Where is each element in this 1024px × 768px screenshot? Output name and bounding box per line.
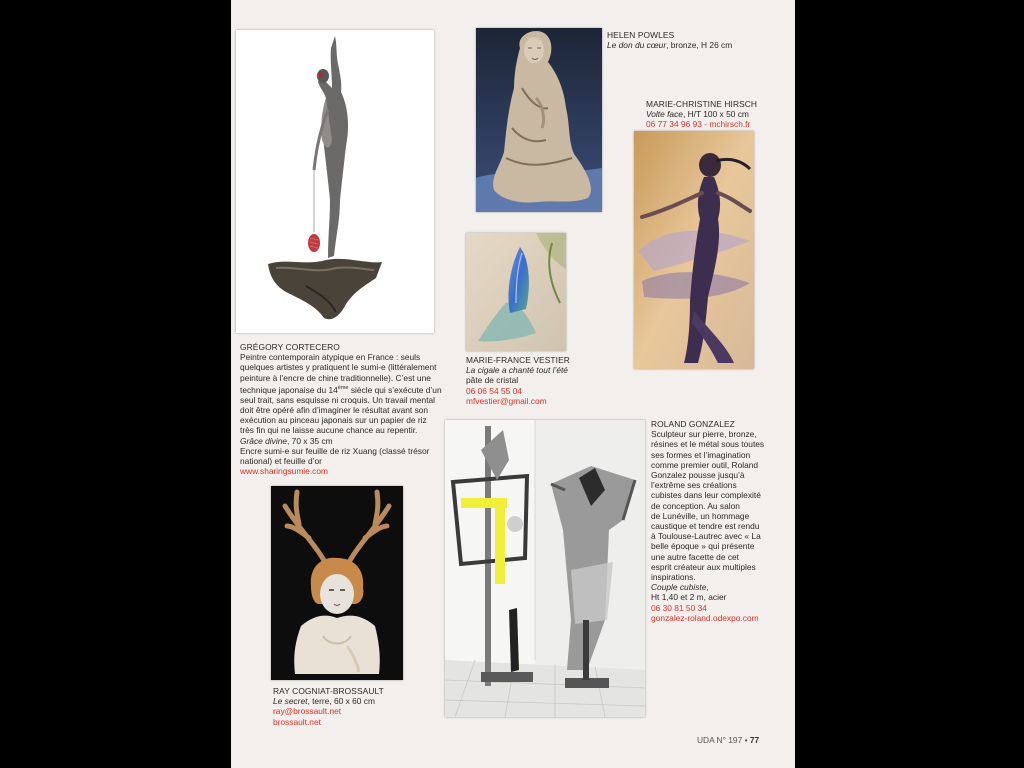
vestier-email-link[interactable]: mfvestier@gmail.com xyxy=(466,395,547,406)
cogniat-email-link[interactable]: ray@brossault.net xyxy=(273,706,342,717)
hirsch-phone[interactable]: 06 77 34 96 93 xyxy=(646,119,702,130)
gonzalez-bio-line: Sculpteur sur pierre, bronze, xyxy=(651,429,757,440)
vestier-artwork-illustration xyxy=(466,233,566,351)
cogniat-work-details: , terre, 60 x 60 cm xyxy=(307,696,375,707)
gonzalez-bio-line: à Toulouse-Lautrec avec « La xyxy=(651,531,761,542)
cogniat-website-link[interactable]: brossault.net xyxy=(273,716,321,727)
cortecero-artwork-illustration xyxy=(236,30,434,333)
gonzalez-bio-line: l’extrême ses créations xyxy=(651,480,737,491)
gonzalez-bio-line: de conception. Au salon xyxy=(651,500,740,511)
gonzalez-bio-line: esprit créateur aux multiples xyxy=(651,561,756,572)
cogniat-artwork xyxy=(271,486,403,680)
cortecero-work-size: , 70 x 35 cm xyxy=(287,435,333,446)
gonzalez-artwork-illustration xyxy=(445,420,645,717)
hirsch-work-details: , H/T 100 x 50 cm xyxy=(682,109,749,120)
cogniat-artwork-illustration xyxy=(271,486,403,680)
gonzalez-bio-line: caustique et tendre est rendu xyxy=(651,521,760,532)
powles-name: HELEN POWLES xyxy=(607,30,675,40)
cortecero-bio-line: peinture à l’encre de chine traditionnelle). C’est une xyxy=(240,372,431,383)
vestier-work-details: pâte de cristal xyxy=(466,375,519,386)
folio-separator: • xyxy=(744,735,748,745)
cortecero-century-pre: technique japonaise du 14 xyxy=(240,384,338,395)
magazine-issue: UDA N° 197 xyxy=(697,735,743,745)
cogniat-work-title: Le secret xyxy=(273,696,308,707)
magazine-page xyxy=(231,0,795,768)
cogniat-name: RAY COGNIAT-BROSSAULT xyxy=(273,686,384,696)
gonzalez-phone[interactable]: 06 30 81 50 34 xyxy=(651,602,707,613)
hirsch-work-line xyxy=(646,109,791,119)
gonzalez-artwork xyxy=(445,420,645,717)
gonzalez-bio-line: ses formes et l’imagination xyxy=(651,449,751,460)
powles-artwork xyxy=(476,28,602,212)
gonzalez-bio-line: résines et le métal sous toutes xyxy=(651,439,765,450)
page-folio xyxy=(697,735,759,745)
cortecero-bio-line: quelques artistes y pratiquent le sumi-e (littéralement xyxy=(240,362,437,373)
gonzalez-bio-line: belle époque » qui présente xyxy=(651,541,755,552)
gonzalez-name: ROLAND GONZALEZ xyxy=(651,419,735,429)
cortecero-bio-line: très fin qui ne laisse aucune chance au repentir. xyxy=(240,425,418,436)
gonzalez-work-title: Couple cubiste xyxy=(651,582,707,593)
cortecero-century-post: siècle qui s’exécute d’un xyxy=(348,384,442,395)
gonzalez-work-details: Ht 1,40 et 2 m, acier xyxy=(651,592,727,603)
powles-work-details: , bronze, H 26 cm xyxy=(666,40,733,51)
powles-artwork-illustration xyxy=(476,28,602,212)
gonzalez-bio-line: Gonzalez pousse jusqu’à xyxy=(651,470,745,481)
hirsch-artwork xyxy=(634,131,754,369)
cortecero-work-line xyxy=(240,436,445,446)
cortecero-bio-century-line xyxy=(240,383,445,395)
vestier-work-title: La cigale a chanté tout l’été xyxy=(466,365,568,376)
page-number: 77 xyxy=(749,735,760,745)
hirsch-contact-separator: - xyxy=(701,119,710,130)
gonzalez-bio-line: de Lunéville, un hommage xyxy=(651,510,750,521)
cortecero-artwork xyxy=(236,30,434,333)
cortecero-bio-line: doit être opéré afin d’imaginer le résultat avant son xyxy=(240,405,429,416)
cogniat-caption xyxy=(273,686,433,727)
gonzalez-bio-line: inspirations. xyxy=(651,572,696,583)
cortecero-name: GRÉGORY CORTECERO xyxy=(240,342,340,352)
vestier-name: MARIE-FRANCE VESTIER xyxy=(466,355,570,365)
powles-work-title: Le don du cœur xyxy=(607,40,667,51)
gonzalez-work-suffix: , xyxy=(706,582,709,593)
gonzalez-website-link[interactable]: gonzalez-roland.odexpo.com xyxy=(651,612,759,623)
cortecero-medium-line: Encre sumi-e sur feuille de riz Xuang (classé trésor xyxy=(240,445,430,456)
gonzalez-bio-line: comme premier outil, Roland xyxy=(651,459,759,470)
cortecero-work-title: Grâce divine xyxy=(240,435,288,446)
hirsch-artwork-illustration xyxy=(634,131,754,369)
gonzalez-work-line xyxy=(651,582,791,592)
vestier-artwork xyxy=(466,233,566,351)
hirsch-website-link[interactable]: mchirsch.fr xyxy=(709,119,751,130)
gonzalez-caption xyxy=(651,419,791,623)
cortecero-website-link[interactable]: www.sharingsumie.com xyxy=(240,466,328,477)
cortecero-bio-line: Peintre contemporain atypique en France : seuls xyxy=(240,352,421,363)
hirsch-caption xyxy=(646,99,791,130)
gonzalez-bio-line: une autre facette de cet xyxy=(651,551,739,562)
cortecero-bio-line: exécution au pinceau japonais sur un papier de riz xyxy=(240,415,427,426)
hirsch-contact-line xyxy=(646,119,791,129)
vestier-caption xyxy=(466,355,606,406)
vestier-phone[interactable]: 06 06 54 55 04 xyxy=(466,385,522,396)
powles-caption xyxy=(607,30,777,50)
cortecero-bio-line: seul trait, sans esquisse ni croquis. Un travail mental xyxy=(240,394,436,405)
gonzalez-bio-line: cubistes dans leur complexité xyxy=(651,490,761,501)
powles-work-line xyxy=(607,40,777,50)
hirsch-work-title: Volte face xyxy=(646,109,683,120)
cortecero-medium-line: national) et feuille d’or xyxy=(240,456,322,467)
hirsch-name: MARIE-CHRISTINE HIRSCH xyxy=(646,99,758,109)
cogniat-work-line xyxy=(273,696,433,706)
cortecero-caption xyxy=(240,342,445,476)
cortecero-century-sup: ème xyxy=(337,384,349,391)
